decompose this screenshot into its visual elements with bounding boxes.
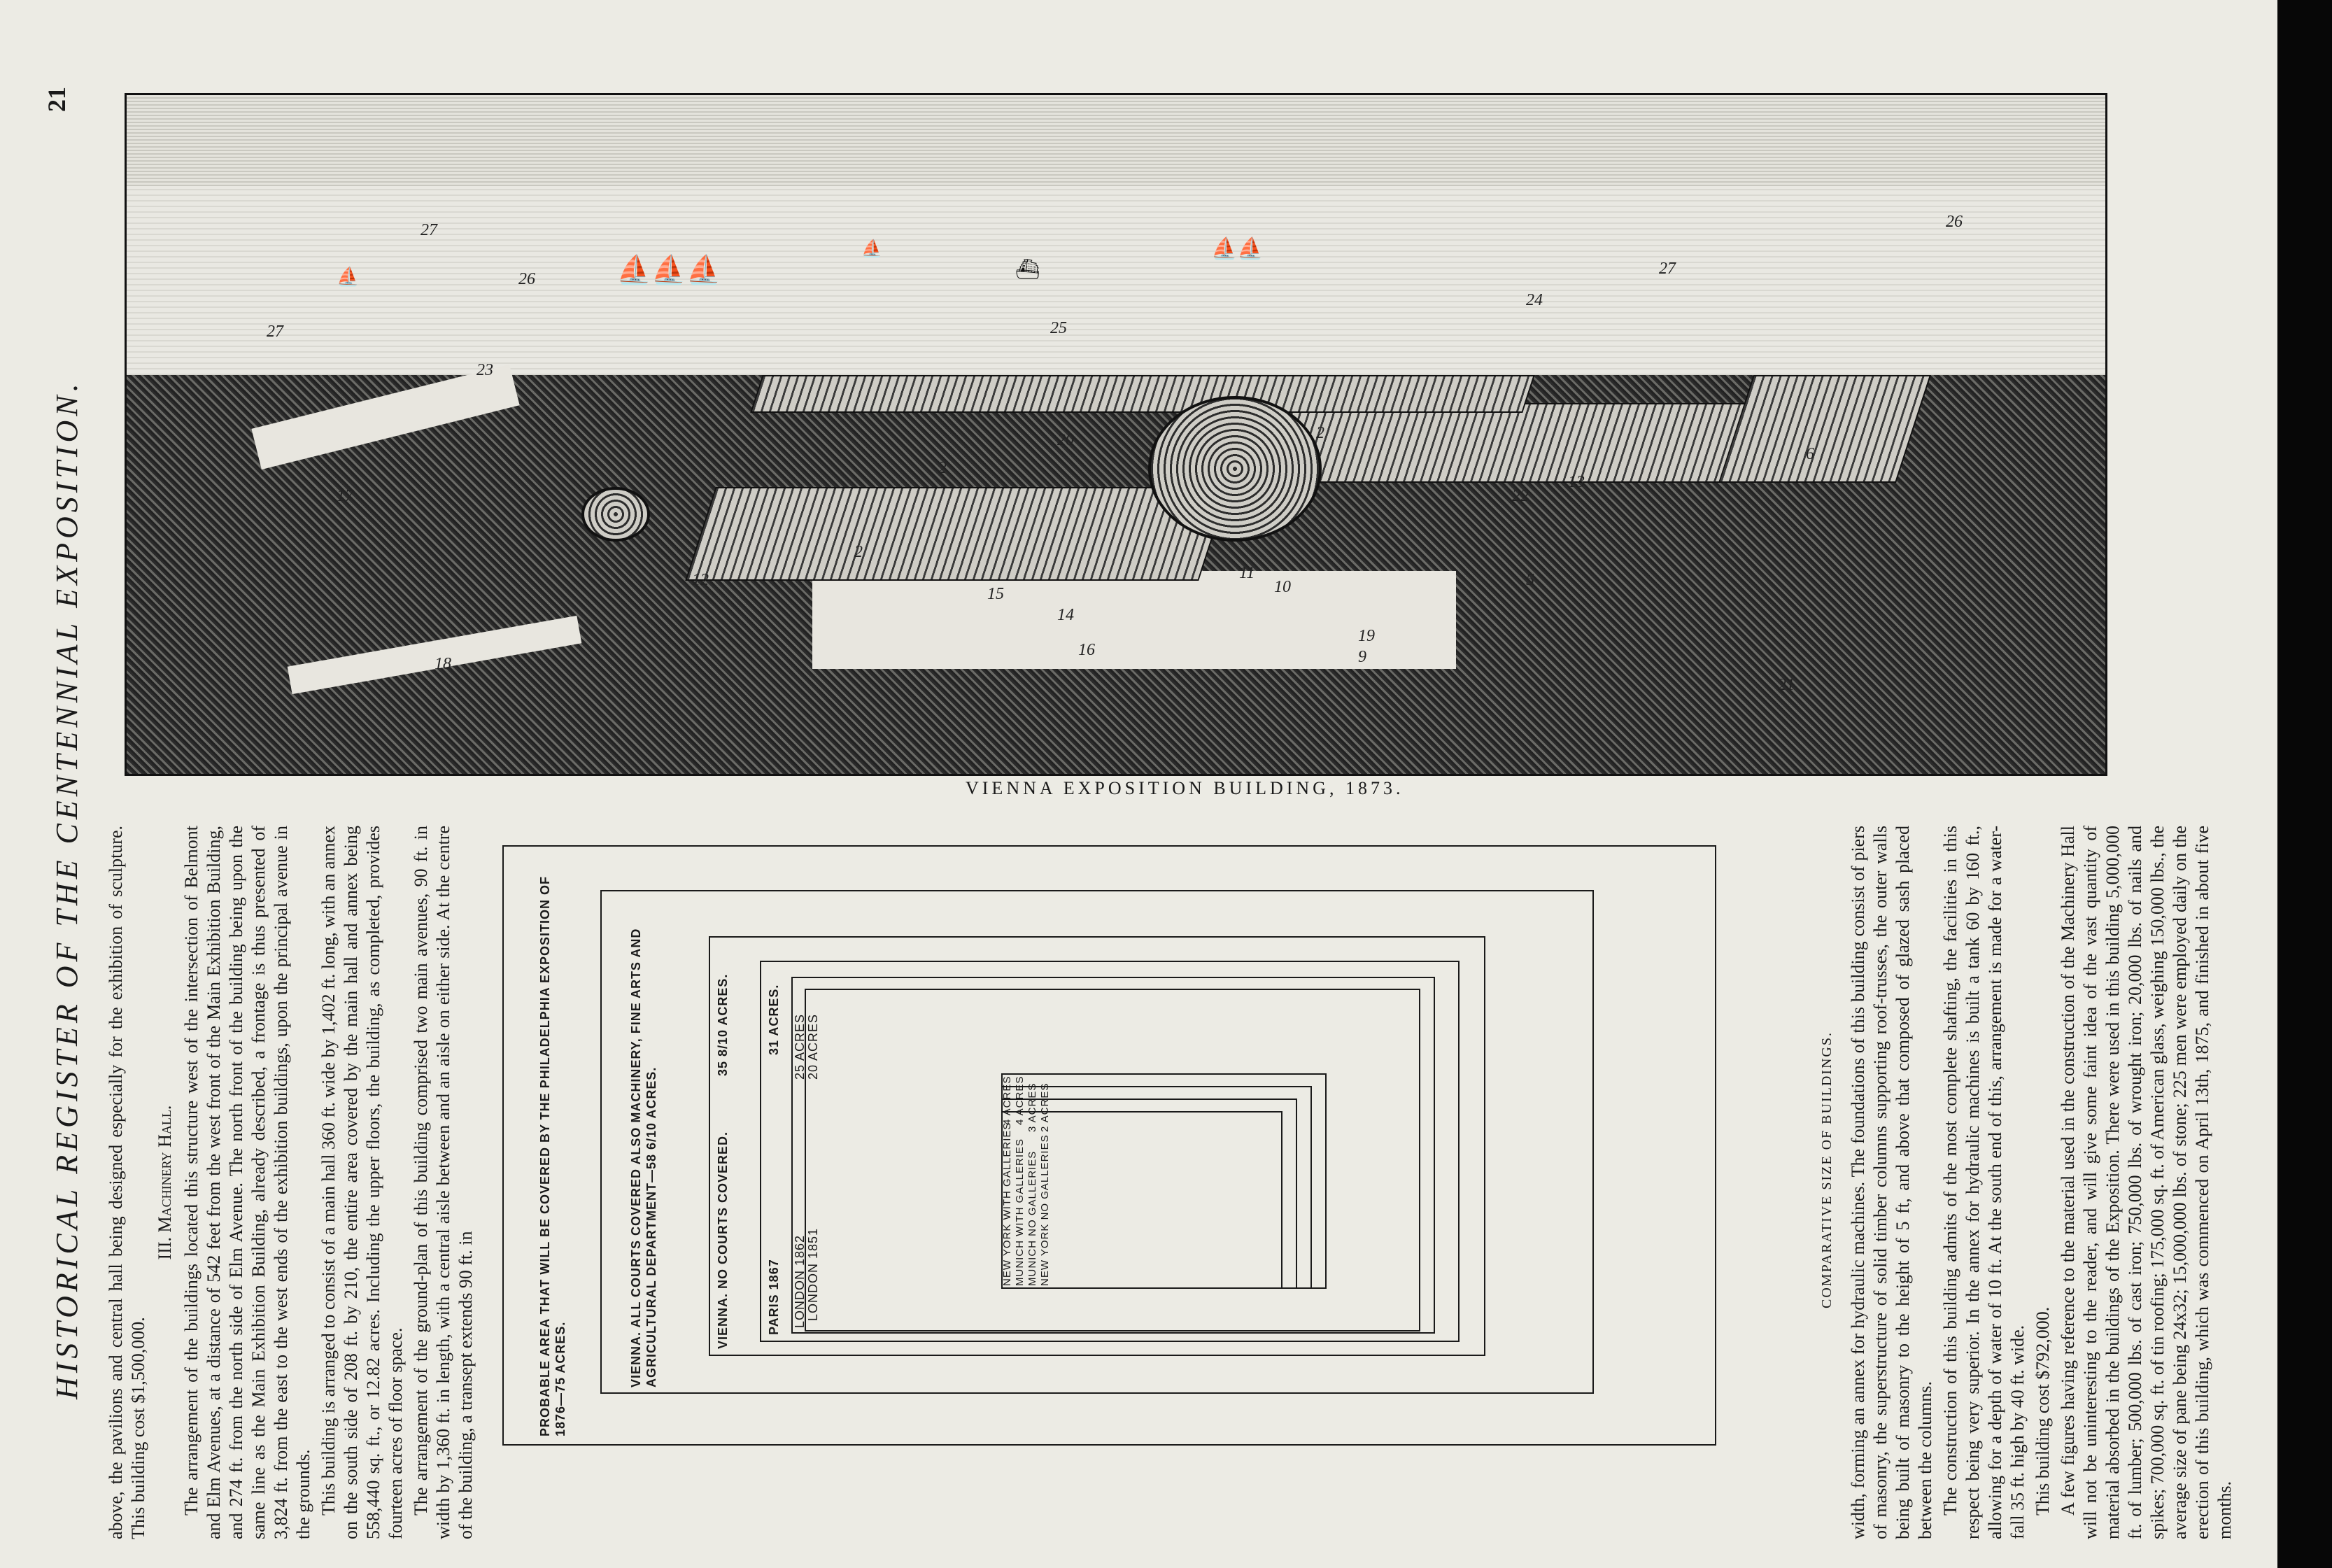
label-munich-no-galleries-acres: 3 ACRES [1026,1082,1038,1132]
label-vienna-no-acres: 35 8/10 ACRES. [716,973,730,1076]
engraving-label: 2 [1316,424,1324,442]
engraving-label: 6 [1806,445,1814,463]
comparative-size-diagram [502,845,1716,1446]
scan-border [2277,0,2332,1568]
label-munich-no-galleries: MUNICH NO GALLERIES [1026,1150,1038,1286]
engraving-label: 20 [1057,431,1074,449]
label-vienna-no: VIENNA. NO COURTS COVERED. [716,1131,730,1349]
engraving-label: 9 [1358,648,1366,666]
engraving-label: 12 [692,571,709,589]
engraving-label: 26 [518,270,535,288]
engraving-label: 24 [1526,291,1543,309]
label-ny-no-galleries-acres: 2 ACRES [1039,1082,1051,1132]
label-philadelphia: PROBABLE AREA THAT WILL BE COVERED BY THE PHILADELPHIA EXPOSITION OF 1876—75 ACRES. [538,875,567,1436]
engraving-label: 10 [1274,578,1291,596]
engraving-label: 16 [1078,641,1095,659]
label-vienna-all: VIENNA. ALL COURTS COVERED ALSO MACHINERY, FINE ARTS AND AGRICULTURAL DEPARTMENT—58 6/10 ACRES. [629,928,658,1387]
vienna-engraving [125,93,2107,776]
paragraph: A few figures having reference to the material used in the construction of the Machinery Hall will not be uninteresting to the reader, and will give some faint idea of the vast quantity of material absorbed in the buildings of the Exposition. There were used in this building 5,000,000 ft. of lumber; 500,000 lbs. of cast iron; 750,000 lbs. of wrought iron; 20,000 lbs. of nails and spikes; 700,000 sq. ft. of tin roofing; 175,000 sq. ft. of American glass, weighing 150,000 lbs., the average size of pane being 24x32; 15,000,000 lbs. of stone; 225 men were employed daily on the erection of this building, which was commenced on April 13th, 1875, and finished in about five months. [2058,826,2235,1539]
engraving-sky [127,95,2105,186]
engraving-label: 5 [1526,571,1534,589]
engraving-label: 17 [337,487,353,505]
paragraph: The arrangement of the buildings located this structure west of the intersection of Belmont and Elm Avenues, at a distance of 542 feet from the west front of the Main Exhibition Building, and 274 ft. from the north side of Elm Avenue. The north front of the building being upon the same line as the Main Exhibition Building, already described, a frontage is thus presented of 3,824 ft. from the east to the west ends of the exhibition buildings, upon the principal avenue in the grounds. [181,826,313,1539]
label-ny-no-galleries: NEW YORK NO GALLERIES [1039,1134,1051,1286]
paragraph: The arrangement of the ground-plan of this building comprised two main avenues, 90 ft. in width by 1,360 ft. in length, with a central aisle between and an aisle on either side. At the centre of the building, a transept extends 90 ft. in [411,826,476,1539]
label-munich-galleries-acres: 4 ACRES [1014,1075,1026,1125]
label-munich-galleries: MUNICH WITH GALLERIES [1014,1138,1026,1286]
engraving-label: 2 [854,543,863,561]
engraving-label: 11 [1239,564,1255,582]
text-column-left [105,826,497,1539]
engraving-label: 26 [1946,213,1963,231]
diagram-caption: COMPARATIVE SIZE OF BUILDINGS. [1819,1031,1835,1308]
engraving-annex [1718,375,1931,483]
paragraph: above, the pavilions and central hall being designed especially for the exhibition of sculpture. This building cost $1,500,000. [106,826,148,1539]
engraving-label: 23 [476,361,493,379]
engraving-label: 22 [1512,487,1529,505]
text-column-right [1847,826,2239,1539]
engraving-river [127,186,2105,396]
engraving-label: 25 [1050,319,1067,337]
paragraph: width, forming an annex for hydraulic machines. The foundations of this building consist of piers of masonry, the superstructure of solid timber columns supporting roof-trusses, the outer walls being built of masonry to the height of 5 ft, and above that composed of glazed sash placed between the columns. [1848,826,1935,1539]
engraving-label: 27 [267,323,283,341]
engraving-hall-west [685,487,1229,581]
engraving-label: 18 [434,655,451,673]
ship-icon: ⛵⛵⛵ [616,254,721,285]
label-london-1851-acres: 20 ACRES [806,1013,820,1080]
ship-icon: ⛵⛵ [1211,237,1264,260]
label-london-1851: LONDON 1851 [806,1227,820,1321]
engraving-rotunda [1148,396,1322,542]
engraving-label: 27 [421,221,437,239]
engraving-label: 21 [1778,676,1795,694]
engraving-machinery-hall [750,375,1535,413]
engraving-label: 2 [938,459,947,477]
label-paris-acres: 31 ACRES. [767,984,781,1055]
label-paris: PARIS 1867 [767,1259,781,1335]
running-head: HISTORICAL REGISTER OF THE CENTENNIAL EXPOSITION. [50,379,84,1399]
engraving-label: 15 [987,585,1004,603]
engraving-caption: VIENNA EXPOSITION BUILDING, 1873. [966,778,1404,798]
engraving-label: 14 [1057,606,1074,624]
page-number: 21 [43,87,71,112]
paragraph: This building cost $792,000. [2033,1306,2053,1516]
section-heading: III. Machinery Hall. [155,1105,175,1260]
paragraph: The construction of this building admits of the most complete shafting, the facilities in this respect being very superior. In the annex for hydraulic machines is built a tank 60 by 160 ft., allowing for a depth of water of 10 ft. At the south end of this, arrangement is made for a water-fall 35 ft. high by 40 ft. wide. [1940,826,2028,1539]
engraving-fountain [581,487,650,542]
engraving-label: 27 [1659,260,1676,278]
boat-icon: ⛵ [861,240,882,258]
label-london-1862-acres: 25 ACRES [793,1013,807,1080]
engraving-label: 19 [1358,627,1375,645]
engraving-label: 13 [1568,473,1585,491]
steamer-icon: ⛴ [1015,259,1040,281]
label-ny-galleries: NEW YORK WITH GALLERIES [1001,1122,1013,1286]
label-ny-galleries-acres: 4 ACRES [1001,1075,1013,1125]
boat-icon: ⛵ [337,267,360,287]
label-london-1862: LONDON 1862 [793,1234,807,1328]
paragraph: This building is arranged to consist of a main hall 360 ft. wide by 1,402 ft. long, with an annex on the south side of 208 ft. by 210, the entire area covered by the main hall and annex being 558,440 sq. ft., or 12.82 acres. Including the upper floors, the building, as completed, provides fourteen acres of floor space. [318,826,406,1539]
